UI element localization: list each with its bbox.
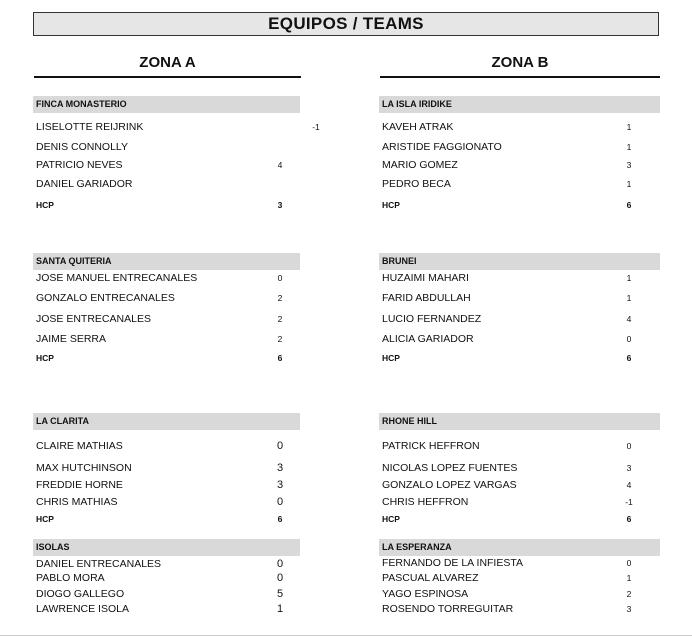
- player-hcp: 0: [276, 558, 284, 570]
- player-name: JOSE ENTRECANALES: [36, 313, 151, 325]
- zone-b-rule: [380, 76, 660, 78]
- team-header: LA ESPERANZA: [379, 539, 660, 556]
- hcp-label: HCP: [382, 200, 400, 210]
- player-row: [36, 291, 300, 305]
- player-name: FARID ABDULLAH: [382, 292, 471, 304]
- hcp-value: 6: [277, 514, 283, 524]
- hcp-row: [36, 198, 300, 212]
- hcp-label: HCP: [36, 200, 54, 210]
- player-hcp: 1: [276, 603, 284, 615]
- hcp-row: [36, 351, 300, 365]
- player-hcp: 0: [276, 496, 284, 508]
- player-hcp: 1: [626, 273, 632, 283]
- team-header: ISOLAS: [33, 539, 300, 556]
- player-name: MAX HUTCHINSON: [36, 462, 132, 474]
- player-row: [382, 332, 660, 346]
- hcp-value: 3: [277, 200, 283, 210]
- player-name: MARIO GOMEZ: [382, 159, 458, 171]
- player-row: [36, 439, 300, 453]
- hcp-value: 6: [626, 514, 632, 524]
- hcp-row: [382, 351, 660, 365]
- player-hcp: 1: [626, 142, 632, 152]
- player-name: PEDRO BECA: [382, 178, 451, 190]
- player-name: DIOGO GALLEGO: [36, 588, 125, 600]
- hcp-value: 6: [626, 200, 632, 210]
- player-row: [382, 461, 660, 475]
- player-row: [36, 312, 300, 326]
- player-hcp: 2: [277, 334, 283, 344]
- page-bottom-divider: [0, 635, 692, 636]
- player-hcp: 3: [276, 479, 284, 491]
- player-row: [36, 158, 300, 172]
- team-header: BRUNEI: [379, 253, 660, 270]
- hcp-row: [382, 198, 660, 212]
- player-hcp: 0: [277, 273, 283, 283]
- player-name: YAGO ESPINOSA: [382, 588, 469, 600]
- hcp-row: [36, 512, 300, 526]
- player-hcp: 3: [626, 604, 632, 614]
- player-name: LUCIO FERNANDEZ: [382, 313, 482, 325]
- hcp-label: HCP: [36, 514, 54, 524]
- player-row: [382, 271, 660, 285]
- hcp-label: HCP: [382, 514, 400, 524]
- player-name: CHRIS HEFFRON: [382, 496, 469, 508]
- player-row: [382, 120, 660, 134]
- player-name: ALICIA GARIADOR: [382, 333, 474, 345]
- zone-a-rule: [34, 76, 301, 78]
- player-hcp: 0: [626, 441, 632, 451]
- player-name: CHRIS MATHIAS: [36, 496, 118, 508]
- player-hcp: 4: [626, 314, 632, 324]
- player-row: [36, 177, 300, 191]
- team-header: LA CLARITA: [33, 413, 300, 430]
- player-hcp: 0: [626, 558, 632, 568]
- player-name: GONZALO ENTRECANALES: [36, 292, 175, 304]
- player-row: [382, 587, 660, 601]
- player-name: DANIEL GARIADOR: [36, 178, 133, 190]
- player-row: [382, 556, 660, 570]
- player-hcp: 2: [277, 293, 283, 303]
- player-hcp: 2: [277, 314, 283, 324]
- player-name: NICOLAS LOPEZ FUENTES: [382, 462, 518, 474]
- team-header: FINCA MONASTERIO: [33, 96, 300, 113]
- hcp-label: HCP: [382, 353, 400, 363]
- player-name: CLAIRE MATHIAS: [36, 440, 123, 452]
- hcp-label: HCP: [36, 353, 54, 363]
- player-name: DENIS CONNOLLY: [36, 141, 128, 153]
- player-name: FREDDIE HORNE: [36, 479, 123, 491]
- player-name: JOSE MANUEL ENTRECANALES: [36, 272, 198, 284]
- player-name: PASCUAL ALVAREZ: [382, 572, 479, 584]
- player-name: PATRICK HEFFRON: [382, 440, 480, 452]
- player-hcp: 1: [626, 179, 632, 189]
- team-header: RHONE HILL: [379, 413, 660, 430]
- player-hcp: 0: [276, 440, 284, 452]
- player-row: [36, 332, 300, 346]
- hcp-value: 6: [626, 353, 632, 363]
- player-hcp: 4: [277, 160, 283, 170]
- zone-a-title: ZONA A: [139, 54, 196, 71]
- player-hcp: -1: [312, 122, 320, 132]
- player-name: KAVEH ATRAK: [382, 121, 454, 133]
- player-name: LAWRENCE ISOLA: [36, 603, 129, 615]
- player-row: [382, 140, 660, 154]
- player-hcp: 3: [626, 463, 632, 473]
- player-hcp: 1: [626, 573, 632, 583]
- player-hcp: 0: [276, 572, 284, 584]
- player-row: [36, 587, 300, 601]
- player-hcp: 5: [276, 588, 284, 600]
- player-hcp: 3: [276, 462, 284, 474]
- player-name: PABLO MORA: [36, 572, 105, 584]
- player-row: [382, 602, 660, 616]
- player-row: [36, 495, 300, 509]
- player-name: GONZALO LOPEZ VARGAS: [382, 479, 517, 491]
- player-name: FERNANDO DE LA INFIESTA: [382, 557, 523, 569]
- player-row: [36, 120, 320, 134]
- hcp-value: 6: [277, 353, 283, 363]
- player-name: JAIME SERRA: [36, 333, 107, 345]
- team-header: LA ISLA IRIDIKE: [379, 96, 660, 113]
- player-hcp: 2: [626, 589, 632, 599]
- player-name: DANIEL ENTRECANALES: [36, 558, 162, 570]
- player-row: [36, 571, 300, 585]
- team-header: SANTA QUITERIA: [33, 253, 300, 270]
- player-row: [382, 158, 660, 172]
- player-row: [382, 177, 660, 191]
- player-row: [382, 571, 660, 585]
- player-name: HUZAIMI MAHARI: [382, 272, 469, 284]
- player-hcp: 4: [626, 480, 632, 490]
- player-row: [36, 478, 300, 492]
- player-row: [382, 312, 660, 326]
- page-title: EQUIPOS / TEAMS: [33, 12, 659, 36]
- zone-b-title: ZONA B: [491, 54, 549, 71]
- player-row: [382, 495, 660, 509]
- player-name: ARISTIDE FAGGIONATO: [382, 141, 502, 153]
- player-row: [36, 557, 300, 571]
- player-hcp: 1: [626, 122, 632, 132]
- player-name: ROSENDO TORREGUITAR: [382, 603, 514, 615]
- hcp-row: [382, 512, 660, 526]
- player-row: [382, 439, 660, 453]
- player-row: [36, 461, 300, 475]
- player-name: LISELOTTE REIJRINK: [36, 121, 144, 133]
- player-hcp: -1: [625, 497, 633, 507]
- player-row: [382, 291, 660, 305]
- player-row: [382, 478, 660, 492]
- player-name: PATRICIO NEVES: [36, 159, 123, 171]
- player-row: [36, 271, 300, 285]
- player-hcp: 1: [626, 293, 632, 303]
- player-row: [36, 602, 300, 616]
- player-row: [36, 140, 300, 154]
- player-hcp: 3: [626, 160, 632, 170]
- player-hcp: 0: [626, 334, 632, 344]
